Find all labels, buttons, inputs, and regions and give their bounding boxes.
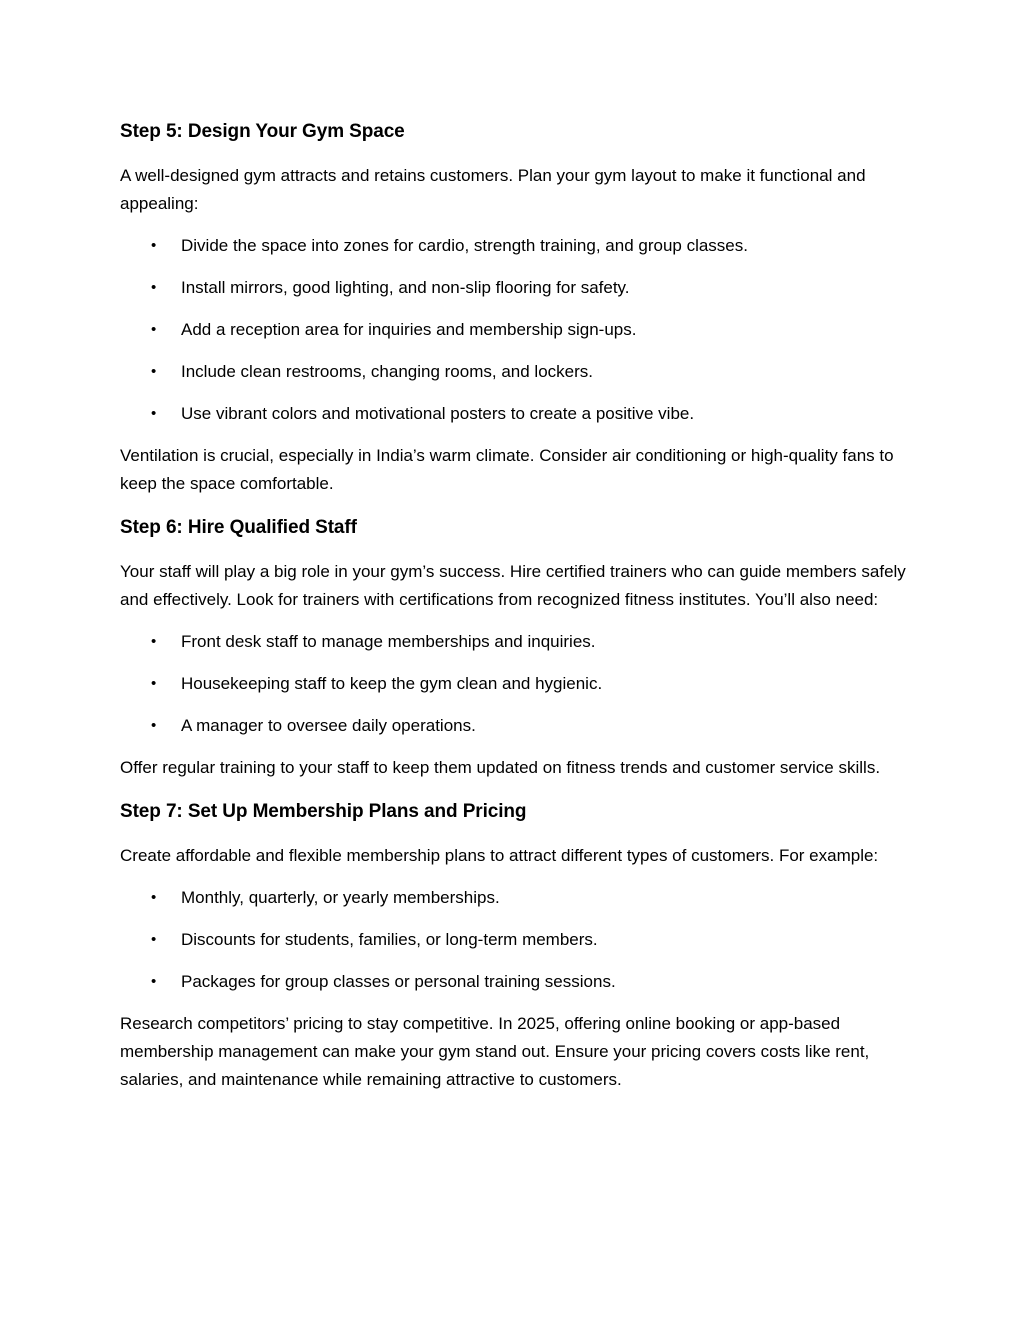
bullet-icon: • bbox=[151, 973, 157, 990]
bullet-icon: • bbox=[151, 237, 157, 254]
section-heading: Step 7: Set Up Membership Plans and Pricing bbox=[120, 801, 527, 822]
section-intro: Your staff will play a big role in your gym’s success. Hire certified trainers who can guide members safely and effectively. Look for trainers with certifications from recognized fitness institutes. You’ll also need: bbox=[120, 562, 906, 609]
bullet-icon: • bbox=[151, 363, 157, 380]
section-intro: Create affordable and flexible membership plans to attract different types of customers. For example: bbox=[120, 846, 879, 865]
bullet-list bbox=[120, 232, 920, 428]
bullet-icon: • bbox=[151, 675, 157, 692]
section-intro: A well-designed gym attracts and retains customers. Plan your gym layout to make it functional and appealing: bbox=[120, 166, 866, 213]
list-item: • Packages for group classes or personal training sessions. bbox=[120, 968, 920, 996]
bullet-list bbox=[120, 884, 920, 996]
section-heading: Step 6: Hire Qualified Staff bbox=[120, 517, 357, 538]
list-item: • Divide the space into zones for cardio, strength training, and group classes. bbox=[120, 232, 920, 260]
section-heading: Step 5: Design Your Gym Space bbox=[120, 121, 405, 142]
bullet-icon: • bbox=[151, 279, 157, 296]
bullet-icon: • bbox=[151, 321, 157, 338]
bullet-icon: • bbox=[151, 889, 157, 906]
list-item: • Front desk staff to manage memberships and inquiries. bbox=[120, 628, 920, 656]
document-page bbox=[120, 118, 920, 1094]
list-item: • Include clean restrooms, changing rooms, and lockers. bbox=[120, 358, 920, 386]
section-step-5 bbox=[120, 118, 920, 498]
bullet-icon: • bbox=[151, 405, 157, 422]
list-item: • A manager to oversee daily operations. bbox=[120, 712, 920, 740]
section-outro: Ventilation is crucial, especially in India’s warm climate. Consider air conditioning or high-quality fans to keep the space comfortable. bbox=[120, 446, 894, 493]
list-item: • Monthly, quarterly, or yearly memberships. bbox=[120, 884, 920, 912]
list-item: • Add a reception area for inquiries and membership sign-ups. bbox=[120, 316, 920, 344]
list-item: • Install mirrors, good lighting, and non-slip flooring for safety. bbox=[120, 274, 920, 302]
section-outro: Research competitors’ pricing to stay competitive. In 2025, offering online booking or app-based membership management can make your gym stand out. Ensure your pricing covers costs like rent, salaries, and maintenance while remaining attractive to customers. bbox=[120, 1014, 870, 1089]
bullet-icon: • bbox=[151, 717, 157, 734]
section-step-7 bbox=[120, 798, 920, 1094]
bullet-icon: • bbox=[151, 633, 157, 650]
bullet-list bbox=[120, 628, 920, 740]
list-item: • Housekeeping staff to keep the gym clean and hygienic. bbox=[120, 670, 920, 698]
section-outro: Offer regular training to your staff to keep them updated on fitness trends and customer service skills. bbox=[120, 758, 881, 777]
bullet-icon: • bbox=[151, 931, 157, 948]
section-step-6 bbox=[120, 514, 920, 782]
list-item: • Discounts for students, families, or long-term members. bbox=[120, 926, 920, 954]
list-item: • Use vibrant colors and motivational posters to create a positive vibe. bbox=[120, 400, 920, 428]
